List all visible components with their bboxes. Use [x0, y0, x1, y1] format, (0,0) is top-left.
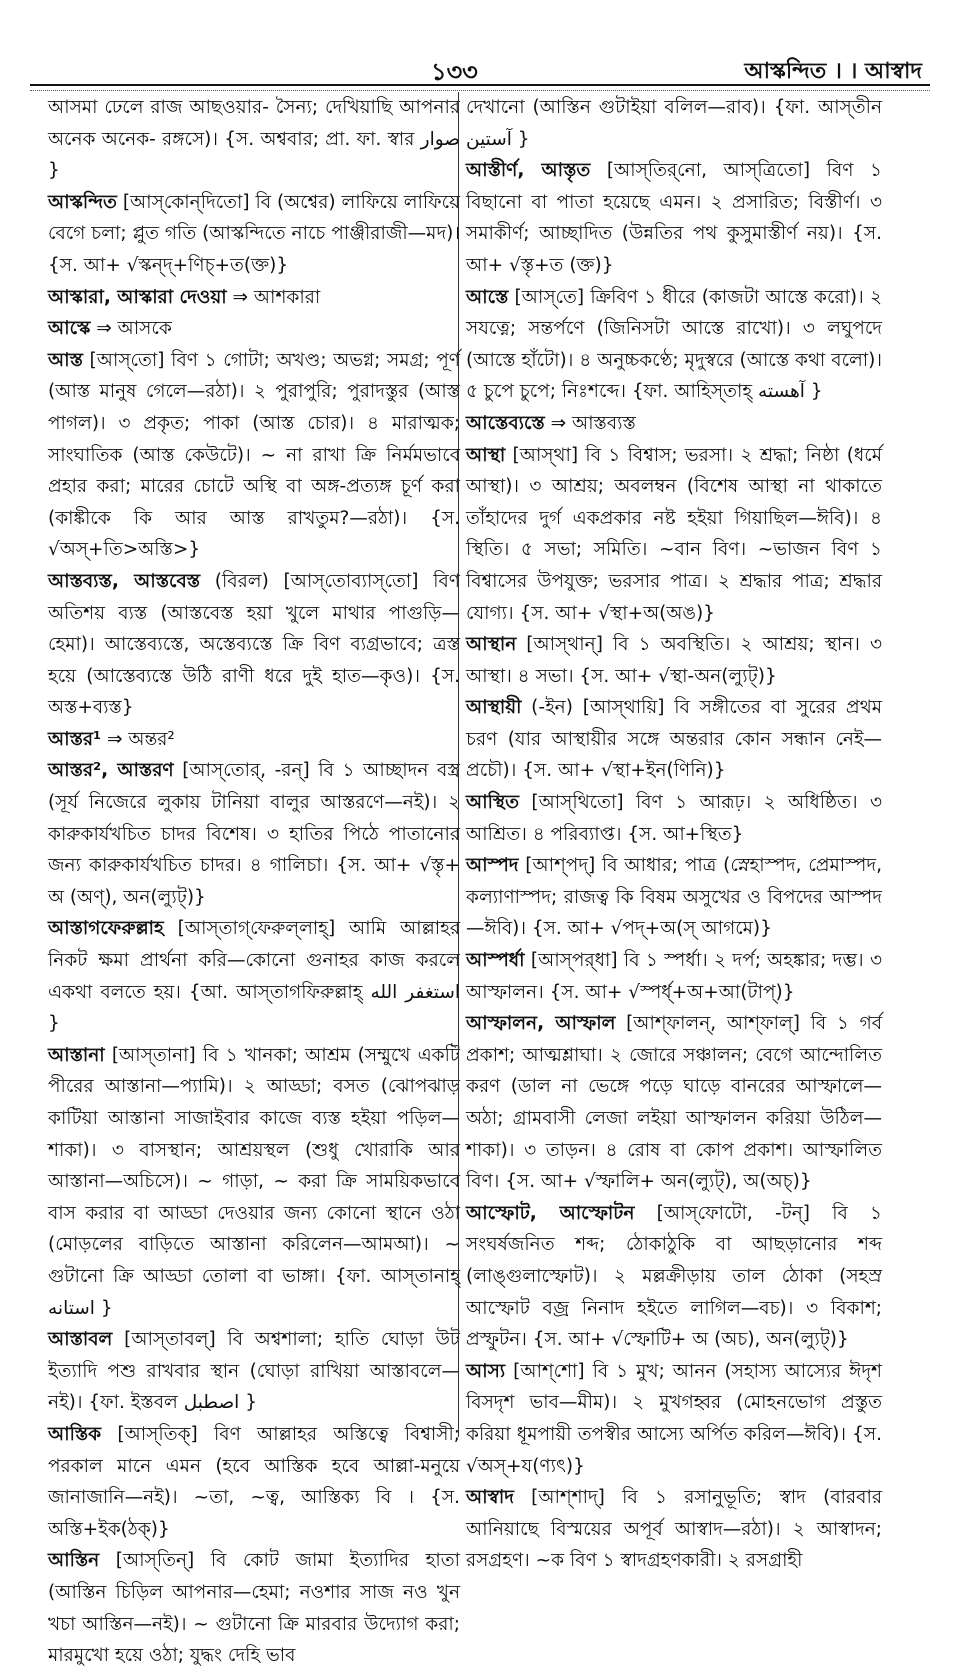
dictionary-entry: আস্থা [আস্‌থা] বি ১ বিশ্বাস; ভরসা। ২ শ্রদ্ধা; নিষ্ঠা (ধর্মে আস্থা)। ৩ আশ্রয়; অবলম্বন (বিশেষ আস্থা না থাকাতে তাঁহাদের দুর্গ একপ্রকার নষ্ট হইয়া গিয়াছিল—ঈবি)। ৪ স্থিতি। ৫ সভা; সমিতি। ~বান বিণ। ~ভাজন বিণ ১ বিশ্বাসের উপযুক্ত; ভরসার পাত্র। ২ শ্রদ্ধার পাত্র; শ্রদ্ধার যোগ্য। {স. আ+ √স্থা+অ(অঙ)} — [466, 444, 882, 624]
dictionary-entry: আস্তর², আস্তরণ [আস্‌তোর্‌, -রন্‌] বি ১ আচ্ছাদন বস্ত্র (সূর্য নিজেরে লুকায় টানিয়া বালুর আস্তরণে—নই)। ২ কারুকার্যখচিত চাদর বিশেষ। ৩ হাতির পিঠে পাতানোর জন্য কারুকার্যখচিত চাদর। ৪ গালিচা। {স. আ+ √স্তৃ+ অ (অণ্‌), অন(ল্যুট্‌)} — [48, 760, 460, 908]
dictionary-entry: আস্ত [আস্‌তো] বিণ ১ গোটা; অখণ্ড; অভগ্ন; সমগ্র; পূর্ণ (আস্ত মানুষ গেলে—রঠা)। ২ পুরাপুরি; পুরাদস্তুর (আস্ত পাগল)। ৩ প্রকৃত; পাকা (আস্ত চোর)। ৪ মারাত্মক; সাংঘাতিক (আস্ত কেউটে)। ~ না রাখা ক্রি নির্মমভাবে প্রহার করা; মারের চোটে অস্থি বা অঙ্গ-প্রত্যঙ্গ চূর্ণ করা (কাঙ্কীকে কি আর আস্ত রাখতুম?—রঠা)। {স. √অস্‌+তি>অস্তি>} — [48, 349, 460, 561]
column-divider — [458, 92, 459, 1437]
dictionary-entry: আসমা ঢেলে রাজ আছওয়ার- সৈন্য; দেখিয়াছি আপনার অনেক অনেক- রঙ্গসে)। {স. অশ্ববার; প্রা. ফা. স্বার صوار } — [48, 97, 460, 182]
header-rule — [30, 84, 930, 91]
left-column — [48, 92, 461, 1667]
page-number: ১৩৩ — [431, 58, 478, 86]
dictionary-entry: আস্তেব্যস্তে ⇒ আস্তব্যস্ত — [466, 412, 636, 434]
dictionary-entry: আস্তে [আস্‌তে] ক্রিবিণ ১ ধীরে (কাজটা আস্তে করো)। ২ সযত্নে; সন্তর্পণে (জিনিসটা আস্তে রাখো)। ৩ লঘুপদে (আস্তে হাঁটো)। ৪ অনুচ্চকণ্ঠে; মৃদুস্বরে (আস্তে কথা বলো)। ৫ চুপে চুপে; নিঃশব্দে। {ফা. আহিস্‌তাহ্‌ آهسته } — [466, 286, 882, 403]
running-head: আস্কন্দিত । । আস্বাদ — [744, 59, 922, 84]
dictionary-entry: আস্থিত [আস্‌থিতো] বিণ ১ আরূঢ়। ২ অধিষ্ঠিত। ৩ আশ্রিত। ৪ পরিব্যাপ্ত। {স. আ+স্থিত} — [466, 792, 882, 845]
page-header — [36, 50, 926, 84]
dictionary-entry: আস্কন্দিত [আস্‌কোন্‌দিতো] বি (অশ্বের) লাফিয়ে লাফিয়ে বেগে চলা; প্লুত গতি (আস্কন্দিতে নাচে পাঞ্জীরাজী—মদ)। {স. আ+ √স্কন্দ্‌+ণিচ্‌+ত(ক্ত)} — [48, 191, 460, 276]
dictionary-entry: দেখানো (আস্তিন গুটাইয়া বলিল—রাব)। {ফা. আস্‌তীন آستین } — [466, 97, 882, 150]
dictionary-entry: আস্তর¹ ⇒ অন্তর² — [48, 728, 175, 750]
dictionary-entry: আস্তিক [আস্‌তিক্‌] বিণ আল্লাহর অস্তিত্বে বিশ্বাসী; পরকাল মানে এমন (হবে আস্তিক হবে আল্লা-মনুয়ে জানাজানি—নই)। ~তা, ~ত্ব, আস্তিক্য বি । {স. অস্তি+ইক(ঠক্‌)} — [48, 1423, 460, 1540]
dictionary-entry: আস্বাদ [আশ্‌শাদ্‌] বি ১ রসানুভূতি; স্বাদ (বারবার আনিয়াছে বিস্ময়ের অপূর্ব আস্বাদ—রঠা)। ২ আস্বাদন; রসগ্রহণ। ~ক বিণ ১ স্বাদগ্রহণকারী। ২ রসগ্রাহী — [466, 1487, 882, 1572]
dictionary-entry: আস্ফোট, আস্ফোটন [আস্‌ফোটো, -টন্‌] বি ১ সংঘর্ষজনিত শব্দ; ঠোকাঠুকি বা আছড়ানোর শব্দ (লাঙ্গুলাস্ফোট)। ২ মল্লক্রীড়ায় তাল ঠোকা (সহস্র আস্ফোট বজ্র নিনাদ হইতে লাগিল—বচ)। ৩ বিকাশ; প্রস্ফুটন। {স. আ+ √স্ফোটি+ অ (অচ), অন(ল্যুট্‌)} — [466, 1202, 882, 1351]
dictionary-entry: আস্তব্যস্ত, আস্তবেস্ত (বিরল) [আস্‌তোব্যাস্‌তো] বিণ অতিশয় ব্যস্ত (আস্তবেস্ত হয়া খুলে মাথার পাগুড়ি—হেমা)। আস্তেব্যস্তে, অস্তেব্যস্তে ক্রি বিণ ব্যগ্রভাবে; ত্রস্ত হয়ে (আস্তেব্যস্তে উঠি রাণী ধরে দুই হাত—কৃও)। {স. অস্ত+ব্যস্ত} — [48, 570, 460, 719]
dictionary-entry: আস্কে ⇒ আসকে — [48, 318, 172, 340]
dictionary-entry: আস্পদ [আশ্‌পদ্‌] বি আধার; পাত্র (স্নেহাস্পদ, প্রেমাস্পদ, কল্যাণাস্পদ; রাজত্ব কি বিষম অসুখের ও বিপদের আস্পদ—ঈবি)। {স. আ+ √পদ্‌+অ(স্‌ আগমে)} — [466, 855, 882, 940]
dictionary-entry: আস্য [আশ্‌শো] বি ১ মুখ; আনন (সহাস্য আস্যের ঈদৃশ বিসদৃশ ভাব—মীম)। ২ মুখগহ্বর (মোহনভোগ প্রস্তুত করিয়া ধূমপায়ী তপস্বীর আস্যে অর্পিত করিল—ঈবি)। {স. √অস্‌+য(ণ্যৎ)} — [466, 1360, 882, 1477]
dictionary-entry: আস্থান [আস্‌থান্‌] বি ১ অবস্থিতি। ২ আশ্রয়; স্থান। ৩ আস্থা। ৪ সভা। {স. আ+ √স্থা-অন(ল্যুট্‌)} — [466, 634, 882, 687]
right-column — [466, 92, 882, 1572]
dictionary-entry: আস্তানা [আস্‌তানা] বি ১ খানকা; আশ্রম (সম্মুখে একটি পীরের আস্তানা—প্যামি)। ২ আড্ডা; বসত (ঝোপঝাড় কাটিয়া আস্তানা সাজাইবার কাজে ব্যস্ত হইয়া পড়িল—শাকা)। ৩ বাসস্থান; আশ্রয়স্থল (শুধু খোরাকি আর আস্তানা—অচিসে)। ~ গাড়া, ~ করা ক্রি সাময়িকভাবে বাস করার বা আড্ডা দেওয়ার জন্য কোনো স্থানে ওঠা (মোড়লের বাড়িতে আস্তানা করিলেন—আমআ)। ~ গুটানো ক্রি আড্ডা তোলা বা ভাঙ্গা। {ফা. আস্‌তানাহ্‌ استانه } — [48, 1044, 460, 1319]
dictionary-entry: আস্তাগফেরুল্লাহ [আস্‌তাগ্‌ফেরুল্‌লাহ্‌] আমি আল্লাহর নিকট ক্ষমা প্রার্থনা করি—কোনো গুনাহর কাজ করলে একথা বলতে হয়। {আ. আস্‌তাগফিরুল্লাহ্‌ استغفر الله } — [48, 918, 461, 1035]
dictionary-entry: আস্কারা, আস্কারা দেওয়া ⇒ আশকারা — [48, 286, 321, 308]
dictionary-entry: আস্পর্ধা [আস্‌পর্‌ধা] বি ১ স্পর্ধা। ২ দর্প; অহঙ্কার; দম্ভ। ৩ আস্ফালন। {স. আ+ √স্পর্ধ্‌+অ+আ(টাপ্‌)} — [466, 950, 882, 1003]
dictionary-entry: আস্ফালন, আস্ফাল [আশ্‌ফালন্‌, আশ্‌ফাল্‌] বি ১ গর্ব প্রকাশ; আত্মশ্লাঘা। ২ জোরে সঞ্চালন; বেগে আন্দোলিত করণ (ডাল না ভেঙ্গে পড়ে ঘাড়ে বানরের আস্ফালে—অঠা; গ্রামবাসী লেজা লইয়া আস্ফালন করিয়া উঠিল—শাকা)। ৩ তাড়ন। ৪ রোষ বা কোপ প্রকাশ। আস্ফালিত বিণ। {স. আ+ √স্ফালি+ অন(ল্যুট্‌), অ(অচ্‌)} — [466, 1013, 882, 1193]
dictionary-entry: আস্তীর্ণ, আস্তৃত [আস্‌তির্‌নো, আস্‌ত্রিতো] বিণ ১ বিছানো বা পাতা হয়েছে এমন। ২ প্রসারিত; বিস্তীর্ণ। ৩ সমাকীর্ণ; আচ্ছাদিত (উন্নতির পথ কুসুমাস্তীর্ণ নয়)। {স. আ+ √স্তৃ+ত (ক্ত)} — [466, 160, 882, 276]
dictionary-entry: আস্থায়ী (-ইন) [আস্‌থায়ি] বি সঙ্গীতের বা সুরের প্রথম চরণ (যার আস্থায়ীর সঙ্গে অন্তরার কোন সন্ধান নেই—প্রচৌ)। {স. আ+ √স্থা+ইন(ণিনি)} — [466, 697, 882, 782]
dictionary-entry: আস্তাবল [আস্‌তাবল্‌] বি অশ্বশালা; হাতি ঘোড়া উট ইত্যাদি পশু রাখবার স্থান (ঘোড়া রাখিয়া আস্তাবলে—নই)। {ফা. ইস্তবল اصطبل } — [48, 1329, 460, 1414]
dictionary-entry: আস্তিন [আস্‌তিন্‌] বি কোট জামা ইত্যাদির হাতা (আস্তিন চিড়িল আপনার—হেমা; নওশার সাজ নও খুন খচা আস্তিন—নই)। ~ গুটানো ক্রি মারবার উদ্যোগ করা; মারমুখো হয়ে ওঠা; যুদ্ধং দেহি ভাব — [48, 1550, 460, 1667]
